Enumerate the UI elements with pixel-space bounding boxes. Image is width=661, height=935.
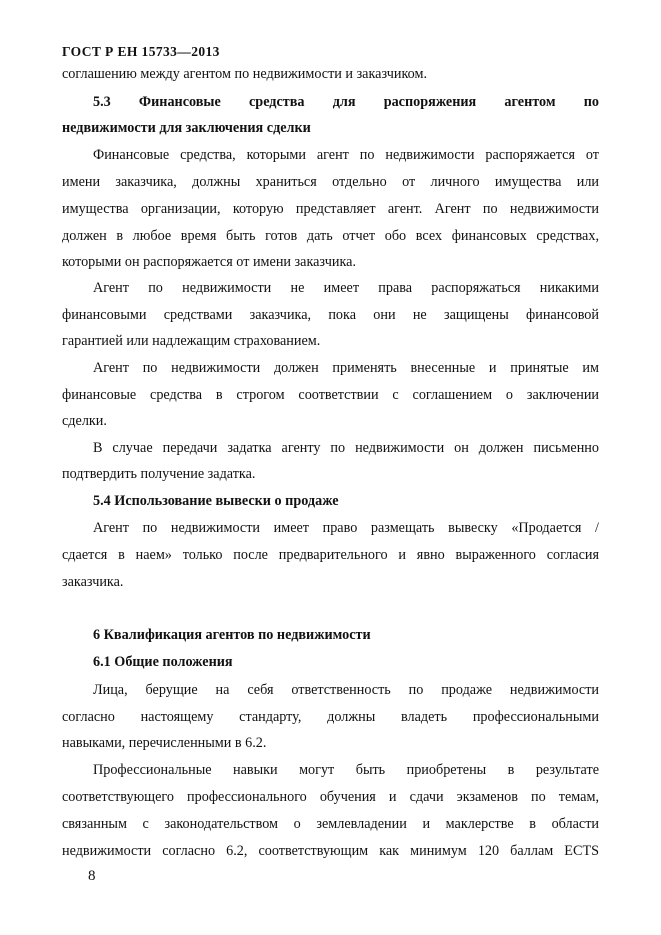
- text-line: гарантией или надлежащим страхованием.: [62, 333, 321, 349]
- text-line: сдается в наем» только после предварительного и явно выраженного согласия: [62, 547, 599, 563]
- text-line: которыми он распоряжается от имени заказчика.: [62, 254, 356, 270]
- document-header: ГОСТ Р ЕН 15733—2013: [62, 44, 220, 59]
- section-heading-5-3: 5.3 Финансовые средства для распоряжения агентом по: [93, 94, 599, 110]
- text-line: Агент по недвижимости не имеет права распоряжаться никакими: [93, 280, 599, 296]
- text-line: недвижимости согласно 6.2, соответствующим как минимум 120 баллам ECTS: [62, 843, 599, 859]
- text-line: должен в любое время быть готов дать отчет обо всех финансовых средствах,: [62, 228, 599, 244]
- text-line: Профессиональные навыки могут быть приобретены в результате: [93, 762, 599, 778]
- text-line: имущества организации, которую представляет агент. Агент по недвижимости: [62, 201, 599, 217]
- text-line: навыками, перечисленными в 6.2.: [62, 735, 267, 751]
- text-line: связанным с законодательством о землевладении и маклерстве в области: [62, 816, 599, 832]
- text-line: Лица, берущие на себя ответственность по продаже недвижимости: [93, 682, 599, 698]
- text-line: заказчика.: [62, 574, 124, 590]
- text-line: Агент по недвижимости должен применять внесенные и принятые им: [93, 360, 599, 376]
- text-line: финансовыми средствами заказчика, пока они не защищены финансовой: [62, 307, 599, 323]
- text-line: сделки.: [62, 413, 107, 429]
- text-line: имени заказчика, должны храниться отдельно от личного имущества или: [62, 174, 599, 190]
- text-line: соответствующего профессионального обучения и сдачи экзаменов по темам,: [62, 789, 599, 805]
- section-heading-5-3-cont: недвижимости для заключения сделки: [62, 120, 311, 136]
- text-line: соглашению между агентом по недвижимости и заказчиком.: [62, 66, 428, 82]
- text-line: В случае передачи задатка агенту по недвижимости он должен письменно: [93, 440, 599, 456]
- text-line: Агент по недвижимости имеет право размещать вывеску «Продается /: [93, 520, 599, 536]
- page-number: 8: [88, 868, 96, 884]
- text-line: финансовые средства в строгом соответствии с соглашением о заключении: [62, 387, 599, 403]
- text-line: согласно настоящему стандарту, должны владеть профессиональными: [62, 709, 599, 725]
- text-line: Финансовые средства, которыми агент по недвижимости распоряжается от: [93, 147, 599, 163]
- section-heading-6-1: 6.1 Общие положения: [93, 654, 233, 670]
- section-heading-5-4: 5.4 Использование вывески о продаже: [93, 493, 339, 509]
- text-line: подтвердить получение задатка.: [62, 466, 256, 482]
- chapter-heading-6: 6 Квалификация агентов по недвижимости: [93, 627, 371, 643]
